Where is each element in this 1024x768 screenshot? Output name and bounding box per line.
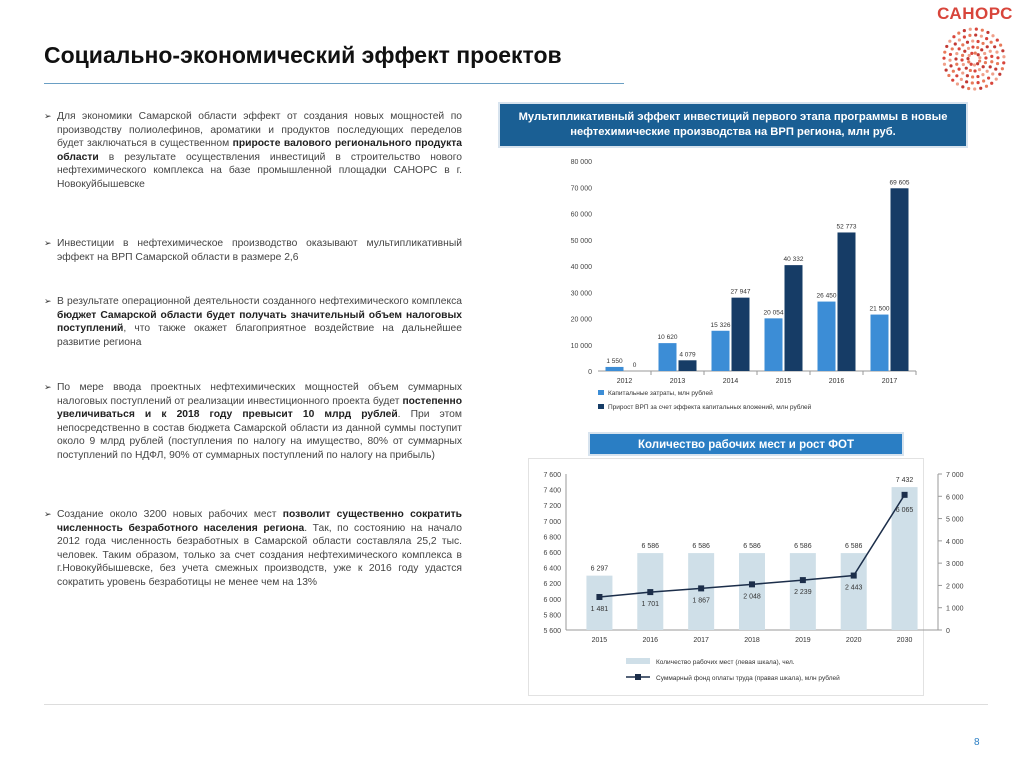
logo-dot [994, 67, 997, 70]
payroll-value-label: 2 239 [794, 589, 812, 597]
right-y-tick-label: 4 000 [946, 538, 964, 546]
capex-bar [765, 318, 783, 371]
logo-dot [967, 87, 970, 90]
logo-dot [970, 63, 973, 66]
y-tick-label: 70 000 [570, 185, 592, 193]
logo-dot [976, 46, 979, 49]
jobs-value-label: 6 586 [692, 543, 710, 551]
payroll-value-label: 2 048 [743, 593, 761, 601]
title-underline [44, 83, 624, 84]
bullet-fragment: Для экономики Самарской области эффект от создания новых мощностей по производству полиолефинов, ароматики и продуктов последующих переделов будет заключаться в существенном [57, 111, 462, 149]
jobs-bar [586, 576, 612, 630]
payroll-marker [596, 594, 602, 600]
grp-value-label: 69 605 [889, 179, 910, 187]
bullet-arrow-icon: ➢ [44, 296, 52, 306]
capex-bar [659, 343, 677, 371]
grp-value-label: 40 332 [783, 256, 804, 264]
logo-dot [960, 58, 963, 61]
bullet-arrow-icon: ➢ [44, 509, 52, 519]
x-tick-label: 2015 [591, 637, 608, 644]
capex-value-label: 1 550 [606, 357, 623, 365]
payroll-marker [698, 585, 704, 591]
capex-bar [818, 302, 836, 371]
logo-dot [966, 57, 969, 60]
logo-dot [995, 78, 998, 81]
legend-marker-payroll [635, 674, 641, 680]
logo-dot [996, 62, 999, 65]
jobs-payroll-chart [526, 458, 966, 694]
logo-dot [971, 39, 974, 42]
logo-dot [1001, 67, 1004, 70]
y-tick-label: 30 000 [570, 290, 592, 298]
left-y-tick-label: 7 000 [543, 518, 561, 526]
x-tick-label: 2020 [845, 637, 862, 644]
x-tick-label: 2016 [642, 637, 659, 644]
logo-dot [980, 48, 983, 51]
payroll-value-label: 1 867 [692, 597, 710, 605]
logo-dot [968, 54, 971, 57]
x-tick-label: 2013 [669, 378, 686, 385]
logo-dot [982, 79, 985, 82]
logo-dot [952, 35, 955, 38]
logo-dot [981, 29, 984, 32]
capex-value-label: 20 054 [763, 309, 784, 317]
logo-dot [973, 87, 976, 90]
logo-dot [956, 82, 959, 85]
x-tick-label: 2016 [828, 378, 845, 385]
logo-dot [979, 87, 982, 90]
logo-dot [976, 40, 979, 43]
logo-dot [966, 41, 969, 44]
logo-dot [991, 34, 994, 37]
company-logo [930, 4, 1020, 94]
left-y-tick-label: 7 400 [543, 487, 561, 495]
grp-value-label: 27 947 [730, 288, 751, 296]
logo-dot [958, 38, 961, 41]
x-tick-label: 2014 [722, 378, 739, 385]
logo-dot [949, 53, 952, 56]
logo-dot [974, 33, 977, 36]
logo-dot [983, 52, 986, 55]
grp-bar [785, 265, 803, 371]
grp-bar [732, 298, 750, 371]
logo-dot [961, 43, 964, 46]
logo-dot [990, 82, 993, 85]
logo-dot [971, 81, 974, 84]
x-tick-label: 2018 [744, 637, 760, 644]
logo-dot [961, 71, 964, 74]
logo-dot [958, 47, 961, 50]
logo-dot [949, 64, 952, 67]
payroll-value-label: 6 065 [895, 506, 914, 514]
bullet-item [44, 381, 462, 462]
payroll-marker [647, 589, 653, 595]
logo-dot [976, 62, 979, 65]
x-tick-label: 2030 [896, 637, 913, 644]
logo-dot [987, 76, 990, 79]
logo-dot [968, 34, 971, 37]
logo-dot [963, 35, 966, 38]
logo-dot [995, 50, 998, 53]
logo-dot [986, 70, 989, 73]
logo-dot [943, 51, 946, 54]
logo-dot [955, 63, 958, 66]
bullet-emphasis: постепенно увеличиваться и к 2018 году превысит 10 млрд рублей [57, 395, 462, 420]
logo-dot [947, 74, 950, 77]
bullet-emphasis: бюджет Самарской области будет получать значительный объем налоговых поступлений [57, 309, 462, 334]
grp-value-label: 0 [632, 362, 637, 369]
bullet-fragment: По мере ввода проектных нефтехимических мощностей объем суммарных налоговых поступлений от реализации инвестиционного проекта будет [57, 382, 462, 407]
logo-dot [969, 28, 972, 31]
logo-dot [989, 65, 992, 68]
logo-dot [966, 74, 969, 77]
logo-dot [951, 47, 954, 50]
logo-dot [993, 45, 996, 48]
logo-dot [948, 59, 951, 62]
legend-label-jobs: Количество рабочих мест (левая шкала), чел. [656, 659, 795, 666]
logo-dot [977, 53, 980, 56]
logo-dot [969, 69, 972, 72]
legend-label-payroll: Суммарный фонд оплаты труда (правая шкала), млн рублей [656, 675, 840, 682]
left-y-tick-label: 6 800 [543, 534, 561, 542]
right-y-tick-label: 2 000 [946, 583, 964, 591]
jobs-value-label: 6 297 [590, 565, 609, 573]
grp-bar [891, 188, 909, 371]
logo-dot [963, 29, 966, 32]
right-y-tick-label: 3 000 [946, 561, 964, 569]
payroll-marker [902, 492, 908, 498]
bullet-item [44, 110, 462, 191]
logo-dot [975, 27, 978, 30]
logo-dot [978, 59, 981, 62]
bullet-text [57, 237, 462, 264]
bullet-item [44, 295, 462, 349]
logo-dot [955, 74, 958, 77]
bullet-text [57, 110, 462, 191]
logo-dot [978, 56, 981, 59]
y-tick-label: 10 000 [570, 342, 592, 350]
logo-dot [945, 45, 948, 48]
logo-dot [955, 52, 958, 55]
left-y-tick-label: 6 600 [543, 550, 561, 557]
payroll-value-label: 1 481 [590, 605, 609, 613]
capex-bar [871, 315, 889, 371]
logo-dot [976, 81, 979, 84]
logo-dot [951, 79, 954, 82]
logo-dot [990, 60, 993, 63]
legend-swatch-capex [598, 390, 604, 395]
bullet-emphasis: позволит существенно сократить численность безработного населения региона [57, 509, 462, 534]
grp-value-label: 4 079 [679, 351, 696, 359]
jobs-value-label: 6 586 [794, 543, 812, 551]
y-tick-label: 50 000 [570, 237, 592, 245]
y-tick-label: 60 000 [570, 211, 592, 219]
y-tick-label: 80 000 [570, 159, 592, 166]
bullet-arrow-icon: ➢ [44, 238, 52, 248]
right-y-tick-label: 7 000 [946, 472, 964, 479]
logo-dot [986, 45, 989, 48]
logo-dot [990, 55, 993, 58]
left-y-tick-label: 6 400 [543, 565, 561, 573]
logo-dot [957, 32, 960, 35]
bullet-arrow-icon: ➢ [44, 111, 52, 121]
jobs-bar [688, 553, 714, 630]
capex-value-label: 10 620 [657, 334, 678, 342]
bullet-fragment: В результате операционной деятельности созданного нефтехимического комплекса [57, 296, 462, 307]
y-tick-label: 20 000 [570, 316, 592, 324]
grp-bar [679, 360, 697, 371]
logo-dot [963, 50, 966, 53]
x-tick-label: 2017 [881, 378, 898, 385]
logo-dot [982, 65, 985, 68]
bullet-text [57, 295, 462, 349]
logo-dot [973, 63, 976, 66]
logo-dot [985, 37, 988, 40]
logo-dot [952, 70, 955, 73]
logo-pattern-icon [941, 26, 1007, 92]
left-y-tick-label: 5 800 [543, 612, 561, 620]
logo-dot [999, 44, 1002, 47]
logo-dot [1002, 55, 1005, 58]
left-y-tick-label: 6 000 [543, 596, 561, 604]
logo-dot [991, 72, 994, 75]
payroll-marker [851, 573, 857, 579]
capex-value-label: 26 450 [816, 292, 837, 300]
bullet-fragment: . При этом непосредственно в состав бюджета Самарской области из данной суммы поступит около 9 млрд рублей (поступления по налогу на имущество, 80% от суммарных поступлений по НДФЛ, 90% от суммарных поступлений по налогу на прибыль) [57, 409, 462, 461]
left-y-tick-label: 7 200 [543, 503, 561, 511]
left-y-tick-label: 5 600 [543, 628, 561, 635]
footer-divider [44, 704, 988, 705]
logo-dot [965, 67, 968, 70]
logo-dot [980, 35, 983, 38]
logo-dot [948, 40, 951, 43]
legend-swatch-grp [598, 404, 604, 409]
logo-dot [942, 57, 945, 60]
payroll-marker [749, 581, 755, 587]
x-tick-label: 2012 [616, 378, 633, 385]
logo-dot [960, 78, 963, 81]
logo-dot [971, 75, 974, 78]
logo-dot [978, 68, 981, 71]
logo-dot [1001, 49, 1004, 52]
logo-dot [943, 63, 946, 66]
page-number: 8 [974, 737, 980, 748]
bullet-item [44, 508, 462, 589]
logo-dot [1002, 61, 1005, 64]
payroll-value-label: 1 701 [641, 601, 660, 609]
jobs-value-label: 6 586 [743, 543, 761, 551]
capex-value-label: 21 500 [869, 305, 890, 313]
legend-swatch-jobs [626, 658, 650, 664]
logo-dot [967, 47, 970, 50]
right-y-tick-label: 5 000 [946, 516, 964, 524]
legend-label-capex: Капитальные затраты, млн рублей [608, 390, 713, 397]
logo-dot [954, 57, 957, 60]
bullet-arrow-icon: ➢ [44, 382, 52, 392]
chart1-title: Мультипликативный эффект инвестиций первого этапа программы в новые нефтехимические производства на ВРП региона, млн руб. [498, 102, 968, 148]
jobs-value-label: 6 586 [844, 543, 863, 551]
logo-dot [957, 67, 960, 70]
logo-dot [984, 56, 987, 59]
logo-dot [965, 80, 968, 83]
logo-dot [971, 45, 974, 48]
grp-bar-chart [548, 150, 938, 420]
logo-dot [996, 56, 999, 59]
bullet-fragment: Инвестиции в нефтехимическое производство оказывают мультипликативный эффект на ВРП Самарской области в размере 2,6 [57, 238, 462, 263]
capex-bar [606, 367, 624, 371]
bullet-fragment: Создание около 3200 новых рабочих мест [57, 509, 283, 520]
payroll-value-label: 2 443 [844, 584, 863, 592]
logo-dot [986, 31, 989, 34]
jobs-value-label: 6 586 [641, 543, 660, 551]
chart2-title: Количество рабочих мест и рост ФОТ [588, 432, 904, 456]
payroll-marker [800, 577, 806, 583]
logo-dot [961, 85, 964, 88]
logo-text: САНОРС [937, 4, 1013, 23]
page-title: Социально-экономический эффект проектов [44, 42, 562, 68]
y-tick-label: 0 [588, 369, 592, 376]
logo-dot [984, 61, 987, 64]
logo-dot [967, 60, 970, 63]
bullet-text [57, 508, 462, 589]
bullet-emphasis: приросте валового регионального продукта области [57, 138, 463, 163]
logo-dot [954, 42, 957, 45]
logo-dot [990, 41, 993, 44]
logo-dot [981, 42, 984, 45]
grp-bar [838, 232, 856, 371]
logo-dot [989, 50, 992, 53]
logo-dot [998, 73, 1001, 76]
logo-dot [974, 52, 977, 55]
left-y-tick-label: 7 600 [543, 472, 561, 479]
bullet-fragment: в результате осуществления инвестиций в строительство нового нефтехимического комплекса на базе промышленной площадки САНОРС в г. Новокуйбышевске [57, 151, 462, 190]
logo-dot [976, 75, 979, 78]
right-y-tick-label: 1 000 [946, 605, 964, 613]
logo-dot [945, 68, 948, 71]
bullet-item [44, 237, 462, 264]
left-y-tick-label: 6 200 [543, 581, 561, 589]
logo-dot [970, 52, 973, 55]
x-tick-label: 2015 [775, 378, 792, 385]
bullet-fragment: , что также окажет благоприятное воздействие на дальнейшее развитие региона [57, 323, 462, 348]
right-y-tick-label: 6 000 [946, 494, 964, 502]
right-y-tick-label: 0 [946, 628, 950, 635]
logo-dot [985, 85, 988, 88]
capex-bar [712, 331, 730, 371]
logo-dot [961, 54, 964, 57]
x-tick-label: 2019 [795, 637, 811, 644]
capex-value-label: 15 326 [710, 321, 731, 329]
grp-value-label: 52 773 [836, 223, 857, 231]
logo-dot [981, 73, 984, 76]
logo-dot [996, 38, 999, 41]
jobs-bar [739, 553, 765, 630]
jobs-value-label: 7 432 [895, 477, 914, 485]
x-tick-label: 2017 [693, 637, 709, 644]
bullet-fragment: . Так, по состоянию на начало 2012 года численность безработных в Самарской области составляла 25,2 тыс. человек. Таким образом, только за счет создания нефтехимического комплекса в г.Новокуйбышевске, без учета смежных производств, уже к 2016 году удастся сократить уровень безработицы не менее чем на 13% [57, 522, 462, 588]
logo-dot [962, 63, 965, 66]
logo-dot [973, 69, 976, 72]
legend-label-grp: Прирост ВРП за счет эффекта капитальных вложений, млн рублей [608, 404, 812, 411]
bullet-text [57, 381, 462, 462]
y-tick-label: 40 000 [570, 264, 592, 271]
